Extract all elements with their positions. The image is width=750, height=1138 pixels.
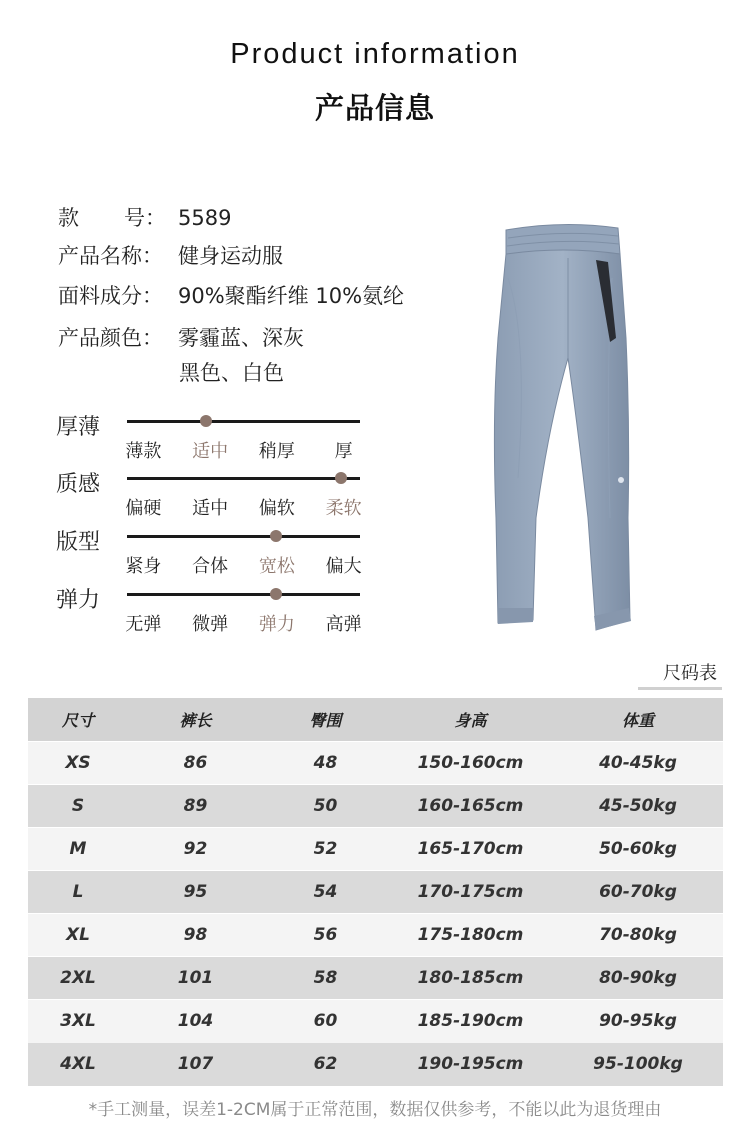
- table-cell: 62: [313, 1054, 338, 1075]
- table-cell: 165-170cm: [417, 839, 524, 860]
- attribute-options: [110, 552, 377, 578]
- table-cell: 60-70kg: [599, 882, 677, 903]
- attribute-option: 稍厚: [258, 441, 295, 462]
- table-cell: 95-100kg: [593, 1054, 683, 1075]
- info-product-name: [58, 240, 283, 270]
- table-row: [28, 828, 723, 870]
- table-row: [28, 742, 723, 784]
- table-cell: 50-60kg: [599, 839, 677, 860]
- table-cell: 56: [313, 925, 338, 946]
- attribute-scale-track: [127, 477, 360, 480]
- table-cell: 150-160cm: [417, 752, 524, 773]
- table-row: [28, 871, 723, 913]
- table-cell: 98: [183, 925, 208, 946]
- table-cell: 86: [183, 752, 208, 773]
- attribute-option: 偏大: [325, 556, 362, 577]
- pants-product-image: [488, 218, 638, 638]
- attribute-scale-track: [127, 535, 360, 538]
- table-cell: 90-95kg: [599, 1011, 677, 1032]
- table-row: [28, 1000, 723, 1042]
- table-row: [28, 785, 723, 827]
- attribute-option: 偏硬: [125, 498, 162, 519]
- attribute-option: 紧身: [125, 556, 162, 577]
- style-number-value: 5589: [178, 206, 232, 230]
- table-cell: 170-175cm: [417, 882, 524, 903]
- table-cell: 2XL: [60, 968, 96, 989]
- attribute-options: [110, 494, 377, 520]
- attribute-name: 版型: [56, 530, 101, 555]
- table-cell: 89: [183, 795, 208, 816]
- attribute-scale-marker: [335, 472, 347, 484]
- table-header-cell: 裤长: [179, 711, 212, 730]
- attribute-scale-track: [127, 420, 360, 423]
- table-cell: 180-185cm: [417, 968, 524, 989]
- attribute-scale-track: [127, 593, 360, 596]
- attribute-option: 高弹: [325, 614, 362, 635]
- table-cell: 92: [183, 839, 208, 860]
- table-cell: 80-90kg: [599, 968, 677, 989]
- info-fabric: [58, 280, 404, 310]
- table-header-cell: 身高: [454, 711, 487, 730]
- attribute-option: 适中: [192, 498, 229, 519]
- attribute-option: 弹力: [258, 614, 295, 635]
- table-header-cell: 臀围: [309, 711, 342, 730]
- table-header-cell: 体重: [621, 711, 654, 730]
- attribute-option: 薄款: [125, 441, 162, 462]
- attribute-option: 微弹: [192, 614, 229, 635]
- colors-value-line2: 黑色、白色: [179, 361, 284, 385]
- info-style-number: [58, 202, 231, 232]
- table-cell: M: [69, 839, 87, 860]
- colors-value-line1: 雾霾蓝、深灰: [178, 326, 304, 350]
- table-cell: 175-180cm: [417, 925, 524, 946]
- table-row: [28, 914, 723, 956]
- table-cell: 48: [313, 752, 338, 773]
- attribute-option: 适中: [192, 441, 229, 462]
- table-cell: 160-165cm: [417, 795, 524, 816]
- attribute-scale-marker: [270, 530, 282, 542]
- table-cell: 58: [313, 968, 338, 989]
- colors-label: 产品颜色：: [58, 326, 163, 350]
- attribute-scale-marker: [270, 588, 282, 600]
- table-cell: XL: [66, 925, 90, 946]
- attribute-option: 偏软: [258, 498, 295, 519]
- table-cell: 3XL: [60, 1011, 96, 1032]
- attribute-options: [110, 437, 377, 463]
- table-cell: 40-45kg: [599, 752, 677, 773]
- attribute-scale-marker: [200, 415, 212, 427]
- style-number-label: 款 号：: [58, 206, 166, 230]
- attribute-option: 厚: [334, 441, 353, 462]
- size-chart-title: 尺码表: [663, 663, 717, 684]
- table-cell: S: [71, 795, 85, 816]
- table-cell: 107: [177, 1054, 214, 1075]
- attribute-option: 柔软: [325, 498, 362, 519]
- title-chinese: 产品信息: [314, 91, 435, 125]
- table-cell: 52: [313, 839, 338, 860]
- product-name-value: 健身运动服: [178, 244, 283, 268]
- title-english: Product information: [230, 38, 520, 70]
- table-cell: 101: [177, 968, 214, 989]
- attribute-option: 宽松: [258, 556, 295, 577]
- table-cell: 190-195cm: [417, 1054, 524, 1075]
- footnote: *手工测量，误差1-2CM属于正常范围，数据仅供参考，不能以此为退货理由: [88, 1100, 662, 1120]
- attribute-name: 质感: [56, 472, 101, 497]
- attribute-name: 厚薄: [56, 415, 101, 440]
- table-cell: 104: [177, 1011, 214, 1032]
- table-header-row: [28, 698, 723, 741]
- table-cell: 60: [313, 1011, 338, 1032]
- fabric-label: 面料成分：: [58, 284, 163, 308]
- attribute-name: 弹力: [56, 588, 101, 613]
- attribute-option: 合体: [192, 556, 229, 577]
- info-colors: [58, 322, 304, 352]
- attribute-options: [110, 610, 377, 636]
- table-cell: 70-80kg: [599, 925, 677, 946]
- fabric-value: 90%聚酯纤维 10%氨纶: [178, 284, 405, 308]
- table-header-cell: 尺寸: [61, 711, 94, 730]
- size-chart-title-underline: [638, 687, 722, 690]
- table-cell: XS: [65, 752, 91, 773]
- table-cell: 54: [313, 882, 338, 903]
- table-row: [28, 957, 723, 999]
- table-cell: 50: [313, 795, 338, 816]
- size-chart-table: [28, 698, 723, 1086]
- product-name-label: 产品名称：: [58, 244, 163, 268]
- table-row: [28, 1043, 723, 1085]
- attribute-option: 无弹: [125, 614, 162, 635]
- table-cell: 185-190cm: [417, 1011, 524, 1032]
- table-cell: L: [72, 882, 84, 903]
- table-cell: 45-50kg: [599, 795, 677, 816]
- table-cell: 95: [183, 882, 208, 903]
- table-cell: 4XL: [60, 1054, 96, 1075]
